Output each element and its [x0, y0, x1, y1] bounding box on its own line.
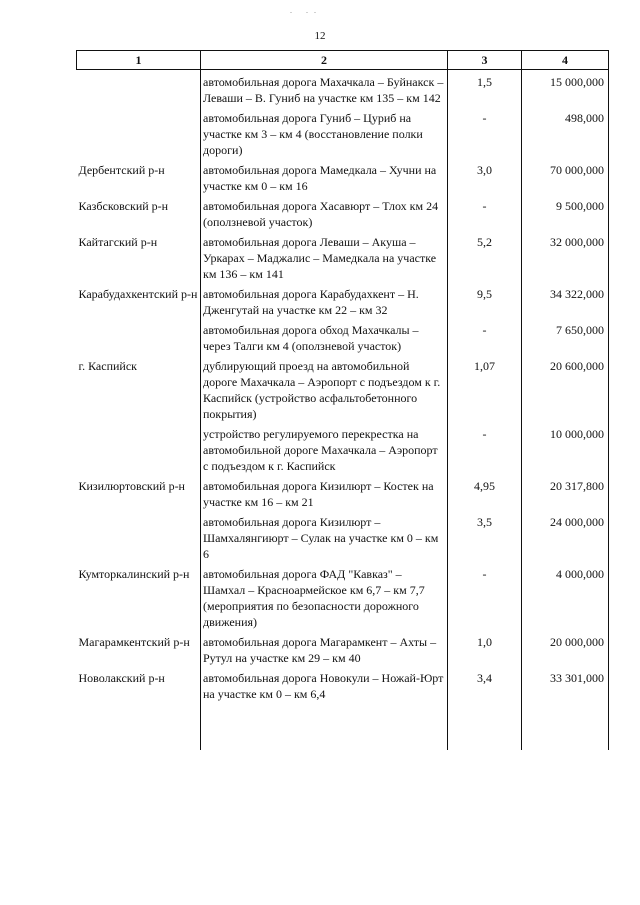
district-cell: Кумторкалинский р-н [78, 567, 190, 581]
table-row [77, 514, 609, 566]
road-cell: автомобильная дорога Махачкала – Буйнакск – Леваши – В. Гуниб на участке км 135 – км 142 [201, 74, 448, 110]
table-row [77, 426, 609, 478]
cost-cell: 24 000,000 [522, 514, 609, 566]
road-cell: автомобильная дорога Новокули – Ножай-Юрт на участке км 0 – км 6,4 [201, 670, 448, 706]
road-cell: автомобильная дорога Леваши – Акуша – Уркарах – Маджалис – Мамедкала на участке км 136 – км 141 [201, 234, 448, 286]
length-cell: 9,5 [448, 286, 522, 322]
length-cell: - [448, 110, 522, 162]
road-cell: автомобильная дорога Гуниб – Цуриб на участке км 3 – км 4 (восстановление полки дороги) [201, 110, 448, 162]
length-cell: 1,07 [448, 358, 522, 426]
district-cell: Магарамкентский р-н [78, 635, 190, 649]
cost-cell: 10 000,000 [522, 426, 609, 478]
cost-cell: 34 322,000 [522, 286, 609, 322]
table-row [77, 566, 609, 634]
length-cell: 3,0 [448, 162, 522, 198]
district-cell [77, 110, 201, 162]
table-row [77, 670, 609, 706]
district-cell: Дербентский р-н [78, 163, 165, 177]
header-row [77, 51, 609, 70]
table-row [77, 634, 609, 670]
table-row [77, 358, 609, 426]
district-cell [77, 322, 201, 358]
header-col-2: 2 [201, 51, 448, 70]
header-col-3: 3 [448, 51, 522, 70]
cost-cell: 20 000,000 [522, 634, 609, 670]
road-cell: автомобильная дорога Мамедкала – Хучни на участке км 0 – км 16 [201, 162, 448, 198]
table-row [77, 110, 609, 162]
table-row [77, 478, 609, 514]
length-cell: - [448, 198, 522, 234]
table-row [77, 74, 609, 110]
table-row [77, 286, 609, 322]
road-cell: автомобильная дорога Кизилюрт – Шамхалянгиюрт – Сулак на участке км 0 – км 6 [201, 514, 448, 566]
cost-cell: 20 600,000 [522, 358, 609, 426]
document-table-container [76, 50, 608, 750]
district-cell: Кайтагский р-н [78, 235, 158, 249]
header-col-1: 1 [77, 51, 201, 70]
cost-cell: 20 317,800 [522, 478, 609, 514]
cost-cell: 32 000,000 [522, 234, 609, 286]
header-col-4: 4 [522, 51, 609, 70]
scan-marks: . .. [290, 6, 322, 15]
length-cell: - [448, 566, 522, 634]
road-cell: автомобильная дорога Карабудахкент – Н. Дженгутай на участке км 22 – км 32 [201, 286, 448, 322]
length-cell: 1,0 [448, 634, 522, 670]
length-cell: 5,2 [448, 234, 522, 286]
district-cell: Новолакский р-н [78, 671, 165, 685]
road-works-table [76, 50, 609, 750]
road-cell: автомобильная дорога Кизилюрт – Костек на участке км 16 – км 21 [201, 478, 448, 514]
district-cell: Карабудахкентский р-н [78, 287, 198, 301]
length-cell: 3,4 [448, 670, 522, 706]
table-end-row [77, 706, 609, 750]
district-cell [77, 426, 201, 478]
length-cell: 3,5 [448, 514, 522, 566]
length-cell: - [448, 426, 522, 478]
road-cell: автомобильная дорога обход Махачкалы – через Талги км 4 (оползневой участок) [201, 322, 448, 358]
table-row [77, 198, 609, 234]
district-cell [77, 514, 201, 566]
district-cell: Казбсковский р-н [78, 199, 169, 213]
page-number: 12 [314, 30, 326, 42]
cost-cell: 7 650,000 [522, 322, 609, 358]
length-cell: 1,5 [448, 74, 522, 110]
cost-cell: 15 000,000 [522, 74, 609, 110]
cost-cell: 33 301,000 [522, 670, 609, 706]
road-cell: автомобильная дорога Магарамкент – Ахты – Рутул на участке км 29 – км 40 [201, 634, 448, 670]
table-body [77, 70, 609, 751]
table-header [77, 51, 609, 70]
table-row [77, 322, 609, 358]
road-cell: автомобильная дорога ФАД "Кавказ" – Шамхал – Красноармейское км 6,7 – км 7,7 (мероприятия по безопасности дорожного движения) [201, 566, 448, 634]
cost-cell: 4 000,000 [522, 566, 609, 634]
table-row [77, 162, 609, 198]
cost-cell: 498,000 [522, 110, 609, 162]
district-cell: г. Каспийск [78, 359, 137, 373]
length-cell: 4,95 [448, 478, 522, 514]
road-cell: устройство регулируемого перекрестка на автомобильной дороге Махачкала – Аэропорт с подъездом к г. Каспийск [201, 426, 448, 478]
length-cell: - [448, 322, 522, 358]
district-cell: Кизилюртовский р-н [78, 479, 185, 493]
district-cell [77, 74, 201, 110]
cost-cell: 70 000,000 [522, 162, 609, 198]
road-cell: автомобильная дорога Хасавюрт – Тлох км 24 (оползневой участок) [201, 198, 448, 234]
road-cell: дублирующий проезд на автомобильной дороге Махачкала – Аэропорт с подъездом к г. Каспийск (устройство асфальтобетонного покрытия) [201, 358, 448, 426]
cost-cell: 9 500,000 [522, 198, 609, 234]
table-row [77, 234, 609, 286]
